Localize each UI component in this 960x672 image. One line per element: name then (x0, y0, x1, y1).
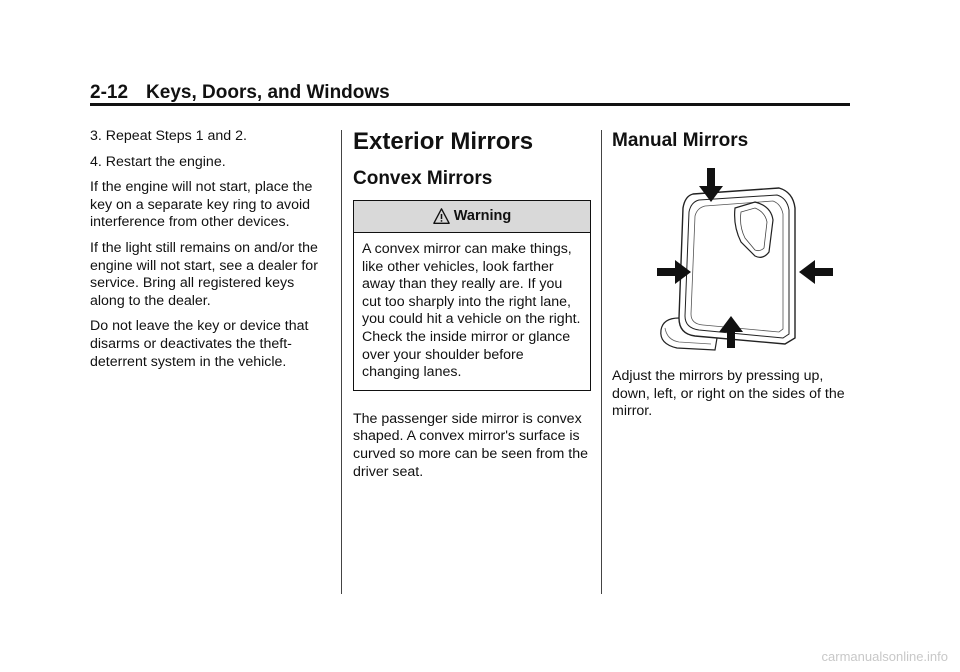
warning-box (353, 200, 591, 391)
warning-text: A convex mirror can make things, like other vehicles, look farther away than they really are. If you cut too sharply into the right lane, you could hit a vehicle on the right. Check the inside mirror or glance over your shoulder before changing lanes. (362, 241, 581, 381)
subsection-title-convex-mirrors: Convex Mirrors (353, 168, 493, 189)
warning-header (354, 201, 590, 233)
warning-title: Warning (453, 207, 512, 224)
step-3: 3. Repeat Steps 1 and 2. (90, 128, 247, 144)
warning-icon (433, 208, 450, 225)
column-2 (353, 128, 591, 489)
section-title-exterior-mirrors: Exterior Mirrors (353, 128, 534, 155)
column-divider-2 (601, 130, 602, 594)
figure-caption: Adjust the mirrors by pressing up, down, left, or right on the sides of the mirror. (612, 368, 845, 420)
paragraph-key-warning: Do not leave the key or device that disarms or deactivates the theft-deterrent system in the vehicle. (90, 318, 309, 370)
header-rule (90, 103, 850, 106)
paragraph-passenger-mirror: The passenger side mirror is convex shaped. A convex mirror's surface is curved so more can be seen from the driver seat. (353, 410, 589, 480)
paragraph-see-dealer: If the light still remains on and/or the engine will not start, see a dealer for service. Bring all registered keys along to the dealer. (90, 239, 318, 309)
side-mirror-adjust-diagram-icon (655, 168, 855, 356)
section-title-manual-mirrors: Manual Mirrors (612, 130, 749, 151)
mirror-diagram (655, 168, 855, 356)
column-3 (612, 128, 852, 420)
header-title (90, 82, 390, 104)
watermark: carmanualsonline.info (821, 649, 948, 664)
column-1 (90, 128, 330, 379)
page-number: 2-12 (90, 82, 129, 103)
column-divider-1 (341, 130, 342, 594)
paragraph-engine-start: If the engine will not start, place the key on a separate key ring to avoid interference from other devices. (90, 179, 313, 231)
chapter-title: Keys, Doors, and Windows (146, 82, 390, 103)
step-4: 4. Restart the engine. (90, 153, 226, 170)
